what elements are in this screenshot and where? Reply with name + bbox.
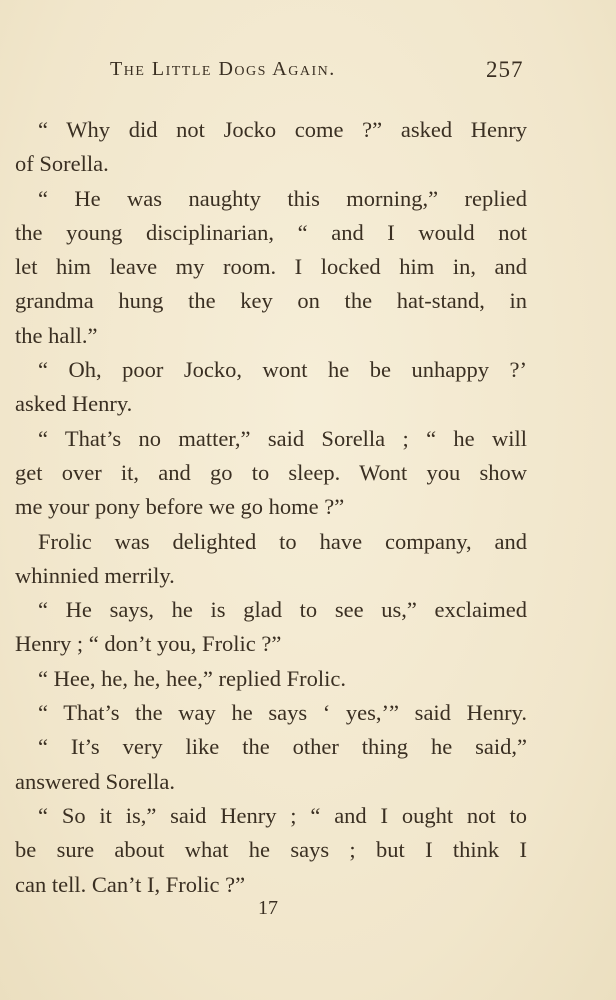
text-line: “ It’s very like the other thing he said,” <box>38 734 527 760</box>
text-line: “ He was naughty this morning,” replied <box>38 185 527 211</box>
text-line: the hall.” <box>15 322 98 348</box>
text-line: “ Why did not Jocko come ?” asked Henry <box>38 117 527 142</box>
text-line: the young disciplinarian, “ and I would not <box>15 219 527 245</box>
text-line: grandma hung the key on the hat-stand, in <box>15 288 527 314</box>
text-line: can tell. Can’t I, Frolic ?” <box>15 871 246 897</box>
text-line: “ Hee, he, he, hee,” replied Frolic. <box>38 665 346 691</box>
text-line: “ Oh, poor Jocko, wont he be unhappy ?’ <box>38 357 527 383</box>
text-line: Henry ; “ don’t you, Frolic ?” <box>15 631 282 657</box>
text-line: “ That’s no matter,” said Sorella ; “ he will <box>38 425 527 451</box>
text-line: me your pony before we go home ?” <box>15 494 345 520</box>
text-line: whinnied merrily. <box>15 562 175 588</box>
text-line: Frolic was delighted to have company, and <box>38 528 527 554</box>
text-line: “ That’s the way he says ‘ yes,’” said Henry. <box>38 700 527 726</box>
page-number: 257 <box>486 57 524 82</box>
text-line: let him leave my room. I locked him in, and <box>15 254 527 280</box>
text-line: of Sorella. <box>15 151 109 177</box>
text-line: asked Henry. <box>15 391 133 417</box>
text-line: get over it, and go to sleep. Wont you show <box>15 459 527 485</box>
body-text <box>15 113 527 902</box>
running-title: The Little Dogs Again. <box>110 58 336 80</box>
text-line: answered Sorella. <box>15 768 175 794</box>
running-head <box>0 58 616 92</box>
text-line: “ So it is,” said Henry ; “ and I ought not to <box>38 802 527 828</box>
text-line: “ He says, he is glad to see us,” exclaimed <box>38 597 527 623</box>
text-line: be sure about what he says ; but I think I <box>15 837 527 863</box>
signature-mark: 17 <box>258 897 278 919</box>
